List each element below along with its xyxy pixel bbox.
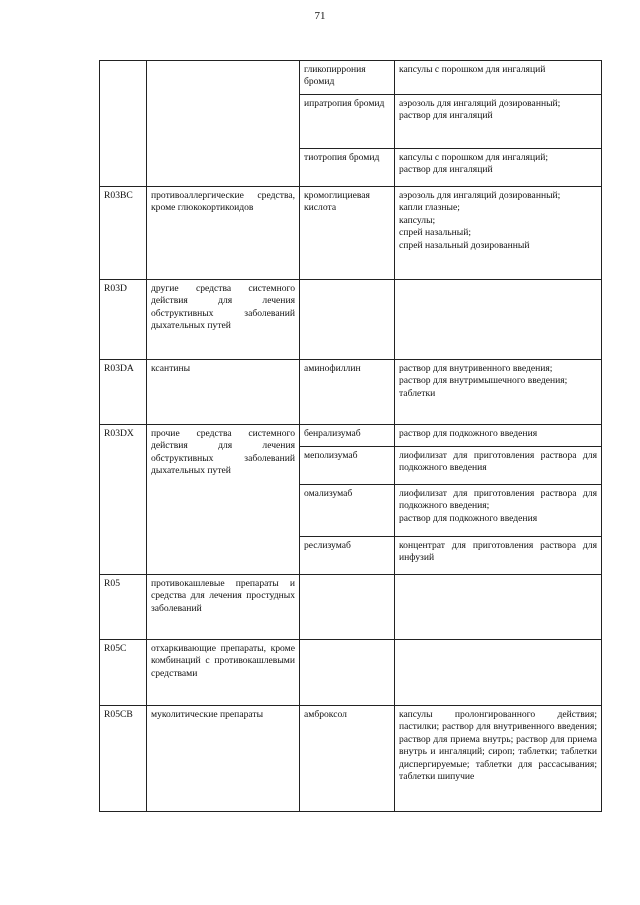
drug-name-cell	[300, 575, 395, 640]
table-row	[100, 425, 602, 447]
drug-name-cell: аминофиллин	[300, 360, 395, 425]
dosage-form: раствор для ингаляций	[399, 110, 493, 122]
page-number: 71	[314, 10, 326, 22]
dosage-forms-cell	[395, 280, 602, 360]
atc-code-cell	[100, 61, 147, 187]
dosage-form: капсулы с порошком для ингаляций;	[399, 152, 549, 163]
dosage-forms-cell	[395, 187, 602, 280]
drug-name-cell: кромоглициевая кислота	[300, 187, 395, 280]
atc-code-cell: R05CB	[100, 706, 147, 812]
dosage-form: таблетки	[399, 387, 436, 399]
drug-name-cell: омализумаб	[300, 485, 395, 537]
dosage-form: раствор для ингаляций	[399, 164, 493, 176]
group-cell: противокашлевые препараты и средства для лечения простудных заболеваний	[147, 575, 300, 640]
group-cell: муколитические препараты	[147, 706, 300, 812]
dosage-forms-cell	[395, 149, 602, 187]
dosage-form: спрей назальный;	[399, 227, 472, 239]
group-cell: противоаллергические средства, кроме глюкокортикоидов	[147, 187, 300, 280]
table-row	[100, 640, 602, 706]
dosage-form: раствор для подкожного введения	[399, 428, 538, 439]
dosage-form: капсулы пролонгированного действия; пастилки; раствор для внутривенного введения; раствор для приема внутрь; раствор для приема внутрь и ингаляций; сироп; таблетки; таблетки диспергируемые; таблетки для рассасывания; таблетки шипучие	[399, 709, 597, 783]
drug-name-cell	[300, 640, 395, 706]
dosage-form: концентрат для приготовления раствора для инфузий	[399, 540, 597, 564]
drug-name-cell: меполизумаб	[300, 447, 395, 485]
group-cell: прочие средства системного действия для лечения обструктивных заболеваний дыхательных путей	[147, 425, 300, 575]
table-row	[100, 61, 602, 95]
group-cell: ксантины	[147, 360, 300, 425]
dosage-form: капли глазные;	[399, 202, 460, 214]
dosage-forms-cell	[395, 425, 602, 447]
dosage-forms-cell	[395, 95, 602, 149]
group-cell: отхаркивающие препараты, кроме комбинаций с противокашлевыми средствами	[147, 640, 300, 706]
atc-code-cell: R05C	[100, 640, 147, 706]
group-cell: другие средства системного действия для лечения обструктивных заболеваний дыхательных путей	[147, 280, 300, 360]
drug-table	[99, 60, 602, 812]
dosage-forms-cell	[395, 706, 602, 812]
table-row	[100, 706, 602, 812]
table-row	[100, 187, 602, 280]
atc-code-cell: R05	[100, 575, 147, 640]
drug-name-cell: тиотропия бромид	[300, 149, 395, 187]
dosage-form: раствор для внутривенного введения;	[399, 363, 553, 374]
drug-name-cell: амброксол	[300, 706, 395, 812]
atc-code-cell: R03DX	[100, 425, 147, 575]
dosage-forms-cell	[395, 61, 602, 95]
drug-name-cell: ипратропия бромид	[300, 95, 395, 149]
dosage-form: аэрозоль для ингаляций дозированный;	[399, 190, 561, 201]
dosage-form: лиофилизат для приготовления раствора для подкожного введения;	[399, 488, 597, 512]
dosage-forms-cell	[395, 360, 602, 425]
dosage-form: спрей назальный дозированный	[399, 239, 530, 251]
drug-name-cell: бенрализумаб	[300, 425, 395, 447]
table-row	[100, 575, 602, 640]
drug-name-cell	[300, 280, 395, 360]
dosage-form: раствор для подкожного введения	[399, 512, 538, 524]
atc-code-cell: R03BC	[100, 187, 147, 280]
atc-code-cell: R03DA	[100, 360, 147, 425]
table-row	[100, 280, 602, 360]
dosage-form: раствор для внутримышечного введения;	[399, 375, 568, 387]
dosage-form: лиофилизат для приготовления раствора для подкожного введения	[399, 450, 597, 474]
dosage-forms-cell	[395, 575, 602, 640]
table-row	[100, 360, 602, 425]
atc-code-cell: R03D	[100, 280, 147, 360]
drug-name-cell: реслизумаб	[300, 537, 395, 575]
dosage-form: капсулы с порошком для ингаляций	[399, 64, 546, 75]
group-cell	[147, 61, 300, 187]
dosage-forms-cell	[395, 537, 602, 575]
dosage-forms-cell	[395, 447, 602, 485]
dosage-form: аэрозоль для ингаляций дозированный;	[399, 98, 561, 109]
drug-name-cell: гликопиррония бромид	[300, 61, 395, 95]
dosage-forms-cell	[395, 640, 602, 706]
dosage-form: капсулы;	[399, 214, 436, 226]
dosage-forms-cell	[395, 485, 602, 537]
